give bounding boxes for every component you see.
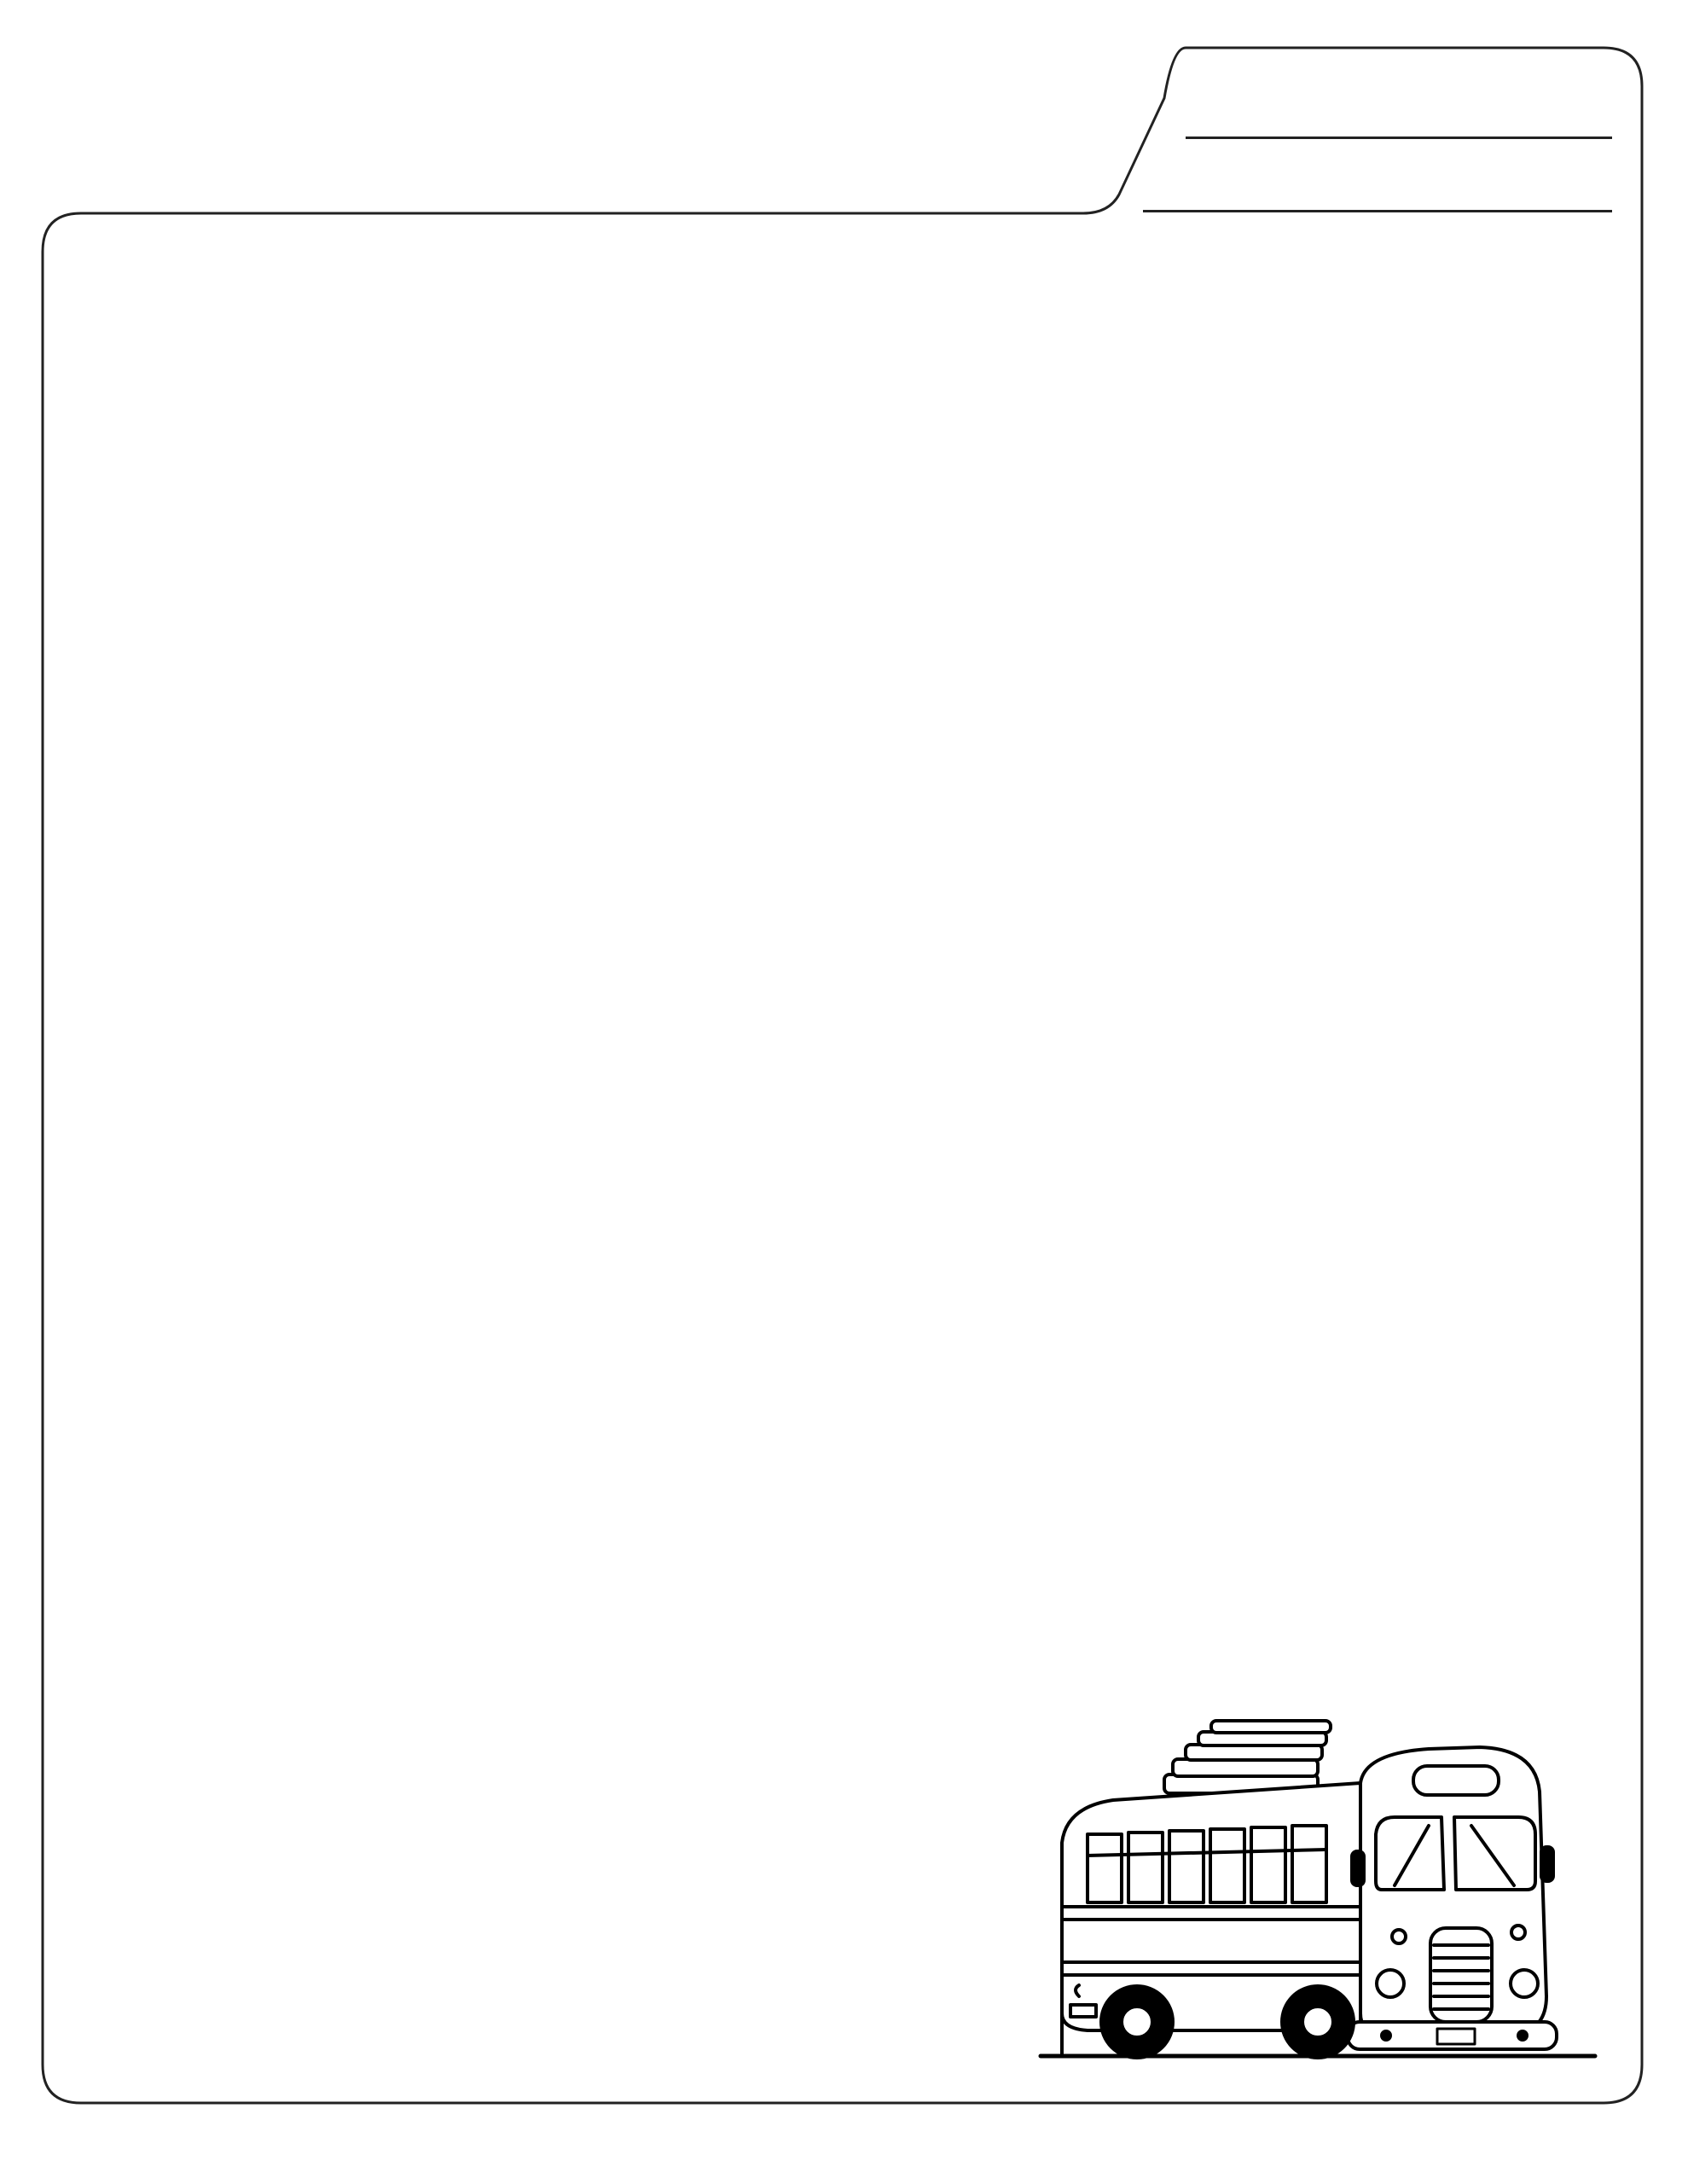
headlight-right <box>1511 1970 1538 1997</box>
books-icon <box>1164 1721 1331 1793</box>
school-bus-icon <box>1036 1706 1599 2065</box>
name-line[interactable] <box>1186 136 1612 139</box>
date-line[interactable] <box>1143 210 1612 212</box>
windshield <box>1376 1817 1444 1890</box>
headlight-left <box>1377 1970 1404 1997</box>
